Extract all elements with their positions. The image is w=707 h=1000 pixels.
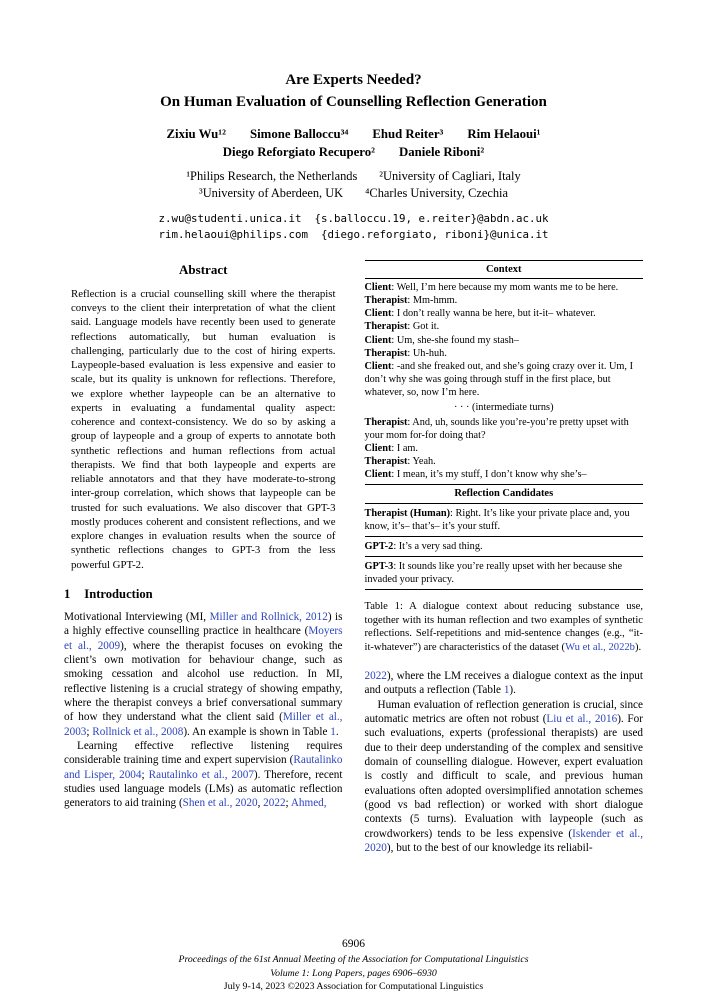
body-paragraph-continuation (365, 669, 644, 698)
speaker-label: Client (364, 469, 392, 481)
citation-link[interactable]: Moyers et al., 2009 (64, 625, 343, 652)
text-run: Human evaluation of reflection generation is crucial, since automatic metrics are often not robust ( (364, 698, 643, 725)
speaker-label: Therapist (Human) (364, 507, 451, 519)
author-name: Daniele Riboni² (398, 144, 485, 159)
citation-link[interactable]: Rollnick et al., 2008 (92, 725, 184, 738)
dialogue-turn: · · · (intermediate turns) (454, 401, 554, 413)
dialogue-turn: Client: -and she freaked out, and she’s going crazy over it. Um, I don’t why she was going through stuff in the first place, but whatever, so, now I’m here. (364, 360, 634, 398)
citation-link[interactable]: 2022 (263, 797, 286, 810)
email-block (64, 211, 643, 244)
section-title: Introduction (84, 586, 153, 601)
dialogue-context (365, 279, 644, 484)
text-run: ). (634, 642, 642, 654)
dialogue-turn: Therapist: Mm-hmm. (364, 295, 458, 307)
speaker-label: Client (364, 282, 392, 294)
text-run: ). For such evaluations, experts (professional therapists) are used due to their deep understanding of the complex and sensitive domain of counselling dialogue. However, expert evaluation is costly and difficult to scale, and previous human evaluations often adopted oversimplified annotation schemes (good vs bad reflection) or worked with short dialogue contexts (5 turns). Evaluation with laypeople (such as crowdworkers) tends to be less expensive ( (364, 712, 643, 840)
two-column-body (64, 260, 643, 855)
speaker-label: Therapist (364, 416, 408, 428)
speaker-label: Client (364, 443, 392, 455)
dialogue-turn: Therapist: Yeah. (364, 456, 436, 468)
affiliation: ¹Philips Research, the Netherlands (186, 168, 358, 183)
intro-paragraph-1 (64, 610, 343, 739)
text-run: , (257, 797, 264, 810)
text-run: ), where the LM receives a dialogue context as the input and outputs a reflection (Table (364, 669, 643, 697)
text-run: ; (86, 725, 93, 738)
speaker-label: Client (364, 308, 392, 320)
left-column (64, 260, 343, 855)
paper-title-line-1: Are Experts Needed? (285, 72, 422, 88)
author-name: Diego Reforgiato Recupero² (222, 144, 375, 159)
citation-link[interactable]: 2022 (364, 669, 387, 682)
intro-paragraph-2 (64, 739, 343, 811)
text-run: ) is a highly effective counselling practice in healthcare ( (64, 610, 343, 638)
paper-header (64, 70, 643, 244)
reflection-candidate: Therapist (Human): Right. It’s like your private place and, you know, it’s– that’s– it’s your stuff. (364, 507, 630, 532)
copyright-line: July 9-14, 2023 ©2023 Association for Computational Linguistics (223, 981, 484, 993)
email-line-2: rim.helaoui@philips.com {diego.reforgiato, riboni}@unica.it (158, 228, 549, 242)
table-1-caption (365, 600, 644, 655)
text-run: ). An example is shown in Table (183, 725, 331, 738)
affiliation: ²University of Cagliari, Italy (379, 168, 521, 183)
author-row-1 (64, 127, 643, 142)
text-run: Learning effective reflective listening requires considerable training time and expert supervision ( (64, 739, 343, 767)
speaker-label: GPT-3 (364, 560, 394, 572)
citation-link[interactable]: Wu et al., 2022b (565, 642, 635, 654)
author-name: Simone Balloccu³⁴ (249, 126, 349, 141)
abstract-text: Reflection is a crucial counselling skill where the therapist conveys to the client their interpretation of what the client said. Language models have recently been used to generate reflections automatically, but human evaluation is challenging, particularly due to the cost of hiring experts. Laypeople-based evaluation is less expensive and easier to scale, but its quality is unknown for reflections. Therefore, we explore whether laypeople can be an alternative to experts in evaluating a fundamental quality aspect: coherence and context-consistency. We do so by asking a group of laypeople and a group of experts to annotate both synthetic reflections and human reflections from actual therapists. We find that both laypeople and experts are reliable annotators and that they have moderate-to-strong inter-group correlation, which shows that laypeople can be trusted for such evaluations. We also discover that GPT-3 mostly produces coherent and consistent reflections, and we explore changes in evaluation results when the source of synthetic reflections changes to GPT-3 from the less powerful GPT-2. (71, 287, 336, 571)
dialogue-turn: Client: Um, she-she found my stash– (364, 334, 519, 346)
author-name: Rim Helaoui¹ (467, 126, 541, 141)
dialogue-turn: Client: Well, I’m here because my mom wants me to be here. (364, 282, 619, 294)
reflection-candidate: GPT-3: It sounds like you’re really upset with her because she invaded your privacy. (365, 556, 644, 589)
text-run: ), but to the best of our knowledge its reliabil- (386, 841, 593, 854)
speaker-label: Therapist (364, 456, 408, 468)
table-1 (365, 260, 644, 590)
speaker-label: Client (364, 360, 392, 372)
author-name: Zixiu Wu¹² (166, 126, 226, 141)
right-column (365, 260, 644, 855)
citation-link[interactable]: 1 (330, 725, 336, 738)
section-number: 1 (64, 586, 71, 601)
author-name: Ehud Reiter³ (372, 126, 444, 141)
affiliation-row-1 (64, 169, 643, 184)
dialogue-turn: Client: I mean, it’s my stuff, I don’t know why she’s– (364, 469, 587, 481)
text-run: ). (509, 684, 516, 697)
author-row-2 (64, 145, 643, 160)
section-heading-introduction (64, 587, 343, 602)
reflection-candidates (365, 504, 644, 589)
table-context-header: Context (485, 263, 522, 275)
reflection-candidate: GPT-2: It’s a very sad thing. (365, 536, 644, 556)
affiliation: ³University of Aberdeen, UK (199, 185, 344, 200)
citation-link[interactable]: Shen et al., 2020 (182, 797, 258, 810)
text-run: . (335, 725, 339, 738)
dialogue-turn: Client: I don’t really wanna be here, but it-it– whatever. (364, 308, 596, 320)
citation-link[interactable]: 1 (503, 684, 510, 697)
text-run: ; (285, 797, 291, 810)
text-run: ). Therefore, recent studies used language models (LMs) as automatic reflection generators to aid training ( (64, 768, 343, 810)
affiliation: ⁴Charles University, Czechia (365, 185, 508, 200)
citation-link[interactable]: Rautalinko et al., 2007 (148, 768, 254, 781)
text-run: Motivational Interviewing (MI, (64, 610, 210, 623)
citation-link[interactable]: Miller and Rollnick, 2012 (209, 610, 328, 623)
page-number: 6906 (342, 937, 365, 950)
dialogue-turn: Therapist: Uh-huh. (364, 347, 447, 359)
volume-line: Volume 1: Long Papers, pages 6906–6930 (270, 967, 437, 979)
table-candidates-header: Reflection Candidates (454, 488, 554, 500)
citation-link[interactable]: Miller et al., 2003 (64, 711, 343, 738)
abstract-heading: Abstract (179, 261, 228, 277)
citation-link[interactable]: Iskender et al., 2020 (364, 827, 643, 854)
text-run: ), where the therapist focuses on evoking the client’s own motivation for behaviour change, such as smoking cessation and alcohol use reduction. In MI, reflective listening is a crucial strategy of showing empathy, where the therapist conveys a brief conversational summary of how they understand what the client said ( (64, 639, 343, 724)
dialogue-turn: Therapist: And, uh, sounds like you’re-you’re pretty upset with your mom for-for doing that? (364, 416, 629, 441)
dialogue-turn: Client: I am. (364, 443, 418, 455)
citation-link[interactable]: Liu et al., 2016 (546, 712, 618, 725)
body-paragraph-human-evaluation (365, 698, 644, 856)
paper-title (64, 70, 643, 114)
citation-link[interactable]: Rautalinko and Lisper, 2004 (64, 754, 343, 781)
proceedings-line: Proceedings of the 61st Annual Meeting of the Association for Computational Linguistics (178, 953, 529, 965)
text-run: Table 1: A dialogue context about reducing substance use, together with its human reflection and two examples of synthetic reflections. Self-repetitions and mid-sentence changes (e.g., “it-it-whatever”) are characteristics of the dataset ( (364, 600, 643, 654)
affiliation-row-2 (64, 186, 643, 201)
citation-link[interactable]: Ahmed, (290, 797, 327, 810)
email-line-1: z.wu@studenti.unica.it {s.balloccu.19, e.reiter}@abdn.ac.uk (158, 211, 549, 225)
table-bottom-rule (365, 589, 644, 590)
speaker-label: Therapist (364, 347, 408, 359)
speaker-label: GPT-2 (364, 540, 394, 552)
speaker-label: Therapist (364, 321, 408, 333)
dialogue-turn: Therapist: Got it. (364, 321, 440, 333)
paper-title-line-2: On Human Evaluation of Counselling Reflection Generation (160, 93, 547, 110)
speaker-label: Client (364, 334, 392, 346)
text-run: ; (141, 768, 149, 781)
page-footer (0, 938, 707, 994)
speaker-label: Therapist (364, 295, 408, 307)
